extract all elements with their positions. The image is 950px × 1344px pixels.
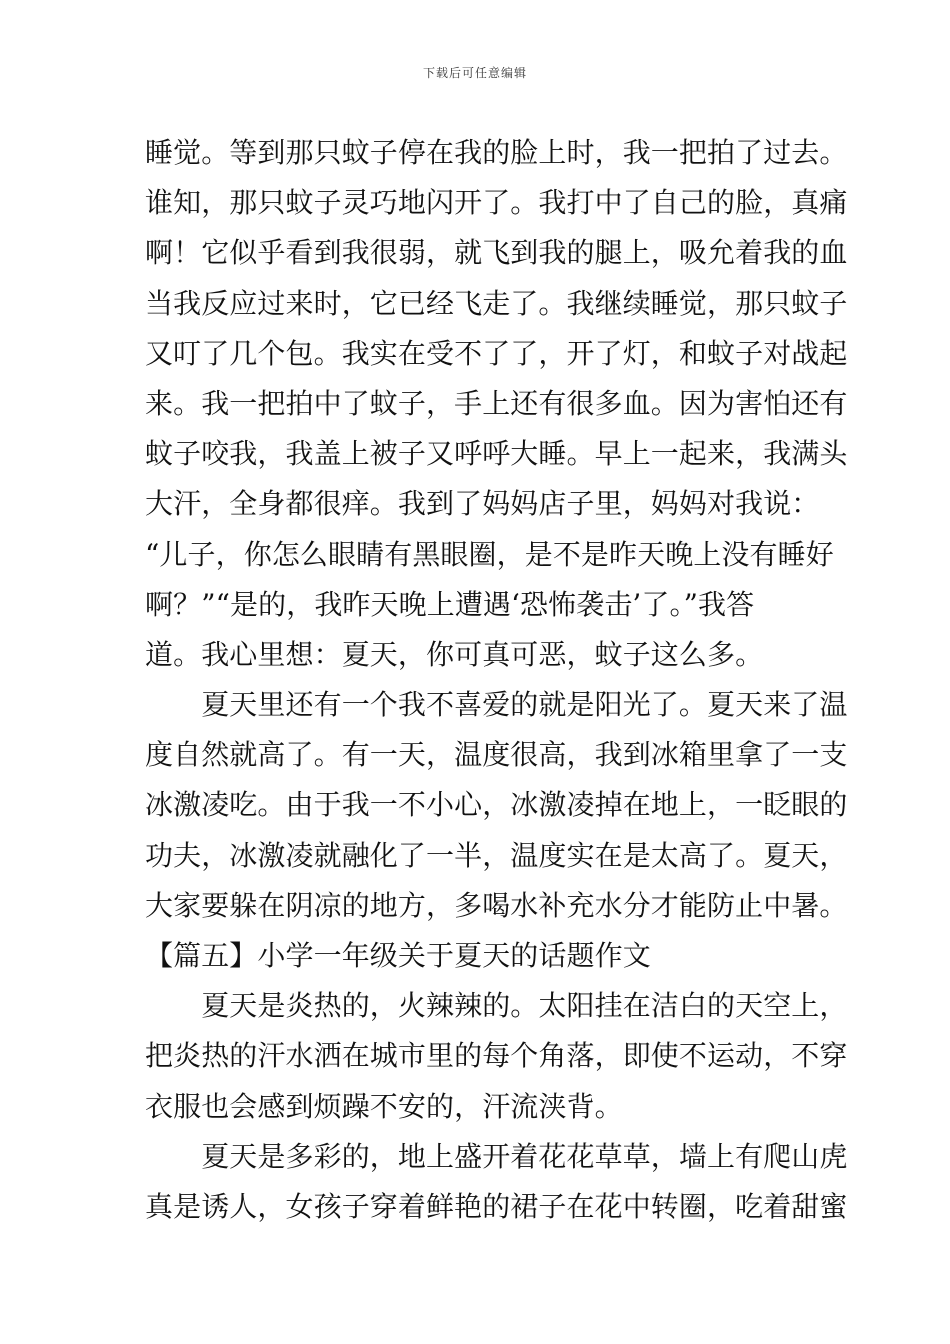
text-line: 夏天是多彩的，地上盛开着花花草草，墙上有爬山虎 [145, 1139, 848, 1173]
text-line: 功夫，冰激凌就融化了一半，温度实在是太高了。夏天， [145, 838, 848, 872]
text-line: 度自然就高了。有一天，温度很高，我到冰箱里拿了一支 [145, 738, 848, 772]
text-line: 道。我心里想：夏天，你可真可恶，蚊子这么多。 [145, 637, 764, 671]
essay-body [145, 128, 848, 1232]
text-line: 大家要躲在阴凉的地方，多喝水补充水分才能防止中暑。 [145, 888, 848, 922]
text-line: 把炎热的汗水洒在城市里的每个角落，即使不运动，不穿 [145, 1039, 848, 1073]
text-line: 谁知，那只蚊子灵巧地闪开了。我打中了自己的脸，真痛 [145, 186, 848, 220]
text-line: 冰激凌吃。由于我一不小心，冰激凌掉在地上，一眨眼的 [145, 788, 848, 822]
text-line: 蚊子咬我，我盖上被子又呼呼大睡。早上一起来，我满头 [145, 437, 848, 471]
text-line: 来。我一把拍中了蚊子，手上还有很多血。因为害怕还有 [145, 386, 848, 420]
text-line: 啊！它似乎看到我很弱，就飞到我的腿上，吸允着我的血 [145, 236, 848, 270]
text-line: 又叮了几个包。我实在受不了了，开了灯，和蚊子对战起 [145, 336, 848, 370]
text-line: 衣服也会感到烦躁不安的，汗流浃背。 [145, 1089, 623, 1123]
text-line: 真是诱人，女孩子穿着鲜艳的裙子在花中转圈，吃着甜蜜 [145, 1189, 848, 1223]
text-line: 夏天里还有一个我不喜爱的就是阳光了。夏天来了温 [145, 688, 848, 722]
text-line: “儿子，你怎么眼睛有黑眼圈，是不是昨天晚上没有睡好 [145, 537, 834, 571]
text-line: 睡觉。等到那只蚊子停在我的脸上时，我一把拍了过去。 [145, 136, 848, 169]
text-line: 大汗，全身都很痒。我到了妈妈店子里，妈妈对我说： [145, 487, 820, 521]
section-heading: 【篇五】小学一年级关于夏天的话题作文 [145, 939, 651, 972]
text-line: 当我反应过来时，它已经飞走了。我继续睡觉，那只蚊子 [145, 286, 848, 320]
text-line: 啊？”“是的，我昨天晚上遭遇‘恐怖袭击’了。”我答 [145, 587, 755, 621]
page-header: 下载后可任意编辑 [422, 66, 527, 80]
text-line: 夏天是炎热的，火辣辣的。太阳挂在洁白的天空上， [145, 989, 848, 1023]
